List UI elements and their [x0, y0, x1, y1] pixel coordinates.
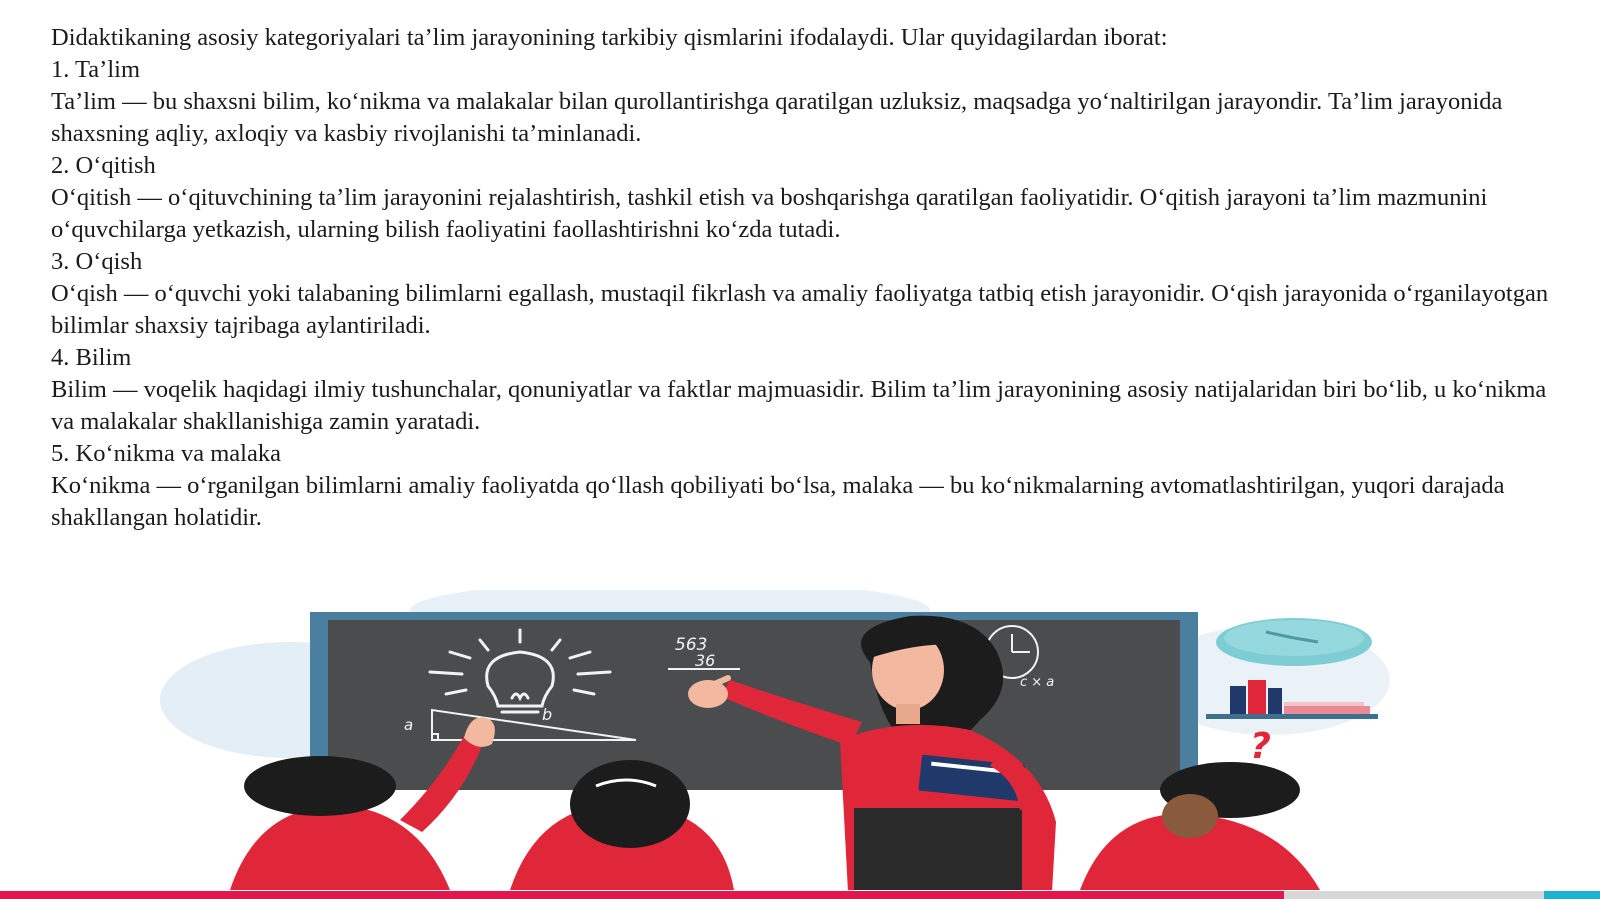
board-number-bottom: 36: [695, 651, 716, 670]
triangle-label-a: a: [404, 716, 414, 734]
bottom-bar-red: [0, 891, 1284, 899]
section-heading-konikma: 5. Koʻnikma va malaka: [51, 440, 281, 467]
bottom-bar-grey: [1284, 891, 1544, 899]
section-body-oqitish: Oʻqitish — oʻqituvchining ta’lim jarayonini rejalashtirish, tashkil etish va boshqarishga qaratilgan faoliyatidir. Oʻqitish jarayoni ta’lim mazmunini oʻquvchilarga yetkazish, ularning bilish faoliyatini faollashtirishni koʻzda tutadi.: [51, 184, 1488, 243]
section-body-talim: Ta’lim — bu shaxsni bilim, koʻnikma va malakalar bilan qurollantirishga qaratilgan uzluksiz, maqsadga yoʻnaltirilgan jarayondir. Ta’lim jarayonida shaxsning aqliy, axloqiy va kasbiy rivojlanishi ta’minlanadi.: [51, 88, 1503, 147]
triangle-label-b: b: [542, 705, 553, 724]
section-heading-bilim: 4. Bilim: [51, 344, 132, 371]
section-body-oqish: Oʻqish — oʻquvchi yoki talabaning bilimlarni egallash, mustaqil fikrlash va amaliy faoliyatga tatbiq etish jarayonidir. Oʻqish jarayonida oʻrganilayotgan bilimlar shaxsiy tajribaga aylantiriladi.: [51, 280, 1549, 339]
bottom-accent-bar: [0, 891, 1600, 899]
question-mark: ?: [1250, 726, 1271, 767]
section-heading-oqish: 3. Oʻqish: [51, 248, 143, 275]
bottom-bar-teal: [1544, 891, 1600, 899]
text-content: [51, 22, 1561, 534]
section-body-bilim: Bilim — voqelik haqidagi ilmiy tushunchalar, qonuniyatlar va faktlar majmuasidir. Bilim ta’lim jarayonining asosiy natijalaridan biri boʻlib, u koʻnikma va malakalar shakllanishiga zamin yaratadi.: [51, 376, 1547, 435]
board-number-top: 563: [675, 635, 708, 655]
board-formula: c × a: [1020, 675, 1055, 690]
classroom-illustration: [150, 590, 1410, 890]
section-heading-oqitish: 2. Oʻqitish: [51, 152, 156, 179]
section-heading-talim: 1. Ta’lim: [51, 56, 141, 83]
section-body-konikma: Koʻnikma — oʻrganilgan bilimlarni amaliy faoliyatda qoʻllash qobiliyati boʻlsa, malaka — bu koʻnikmalarning avtomatlashtirilgan, yuqori darajada shakllangan holatidir.: [51, 472, 1505, 531]
clock-icon: [1216, 618, 1372, 666]
intro-paragraph: Didaktikaning asosiy kategoriyalari ta’lim jarayonining tarkibiy qismlarini ifodalaydi. Ular quyidagilardan iborat:: [51, 24, 1168, 51]
